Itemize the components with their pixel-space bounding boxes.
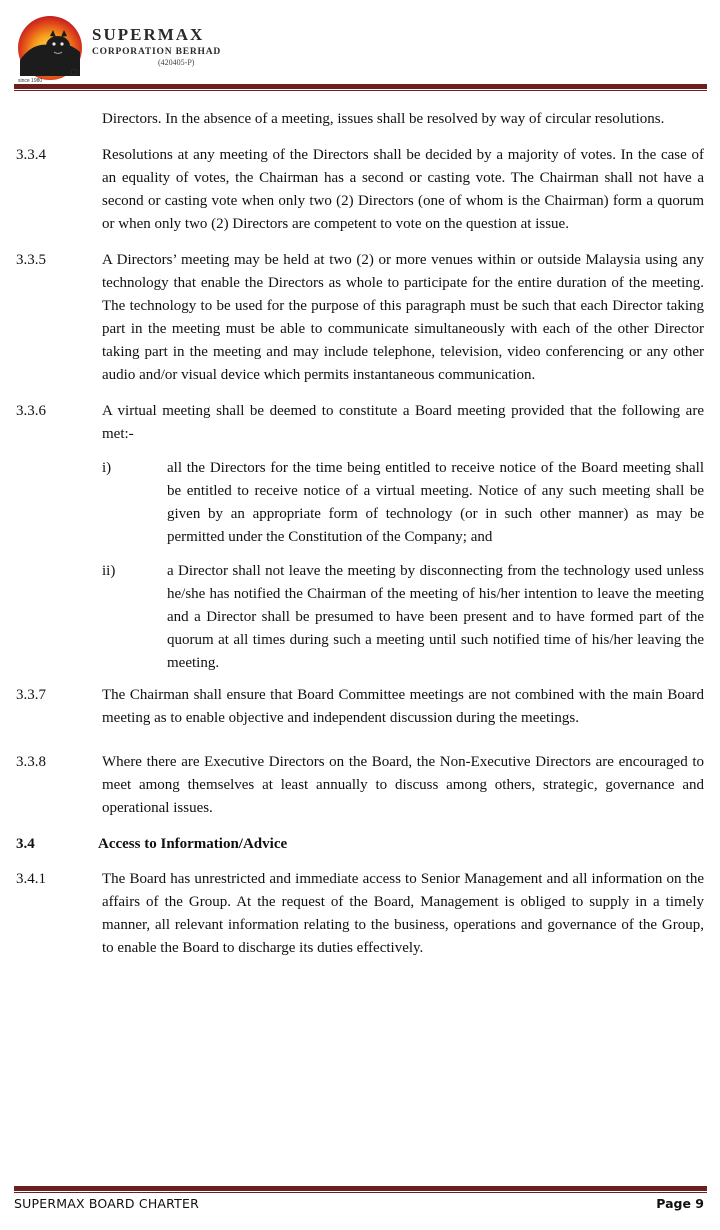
header-divider-thin <box>14 90 707 91</box>
supermax-panther-logo-icon <box>14 10 86 82</box>
paragraph-text: Where there are Executive Directors on the Board, the Non-Executive Directors are encouraged to meet among themselves at least annually to discuss among others, strategic, governance and operational issues. <box>102 754 704 816</box>
sub-item-ii <box>0 560 720 675</box>
sub-item-number: i) <box>102 460 112 476</box>
paragraph-number: 3.3.7 <box>16 687 46 703</box>
sub-item-number: ii) <box>102 563 116 579</box>
paragraph-number: 3.4.1 <box>16 871 46 887</box>
section-title: Access to Information/Advice <box>98 836 288 852</box>
paragraph-3-3-6 <box>0 400 720 446</box>
page-number: Page 9 <box>656 1196 704 1211</box>
paragraph-3-3-8 <box>0 751 720 820</box>
paragraph-3-3-7 <box>0 684 720 730</box>
paragraph-continued <box>0 108 720 131</box>
paragraph-text: A virtual meeting shall be deemed to constitute a Board meeting provided that the following are met:- <box>102 403 704 442</box>
paragraph-3-4-1 <box>0 868 720 960</box>
paragraph-3-3-4 <box>0 144 720 236</box>
paragraph-number: 3.3.6 <box>16 403 46 419</box>
sub-item-text: a Director shall not leave the meeting by disconnecting from the technology used unless he/she has notified the Chairman of the meeting of his/her intention to leave the meeting and a Director shall be presumed to have been present and to have formed part of the quorum at all times during such a meeting until such notified time of his/her leaving the meeting. <box>167 563 704 671</box>
paragraph-text: A Directors’ meeting may be held at two (2) or more venues within or outside Malaysia using any technology that enable the Directors as whole to participate for the entire duration of the meeting. The technology to be used for the purpose of this paragraph must be such that each Director taking part in the meeting must be able to communicate simultaneously with each of the other Director taking part in the meeting and may include telephone, television, video conferencing or any other audio and/or visual device which permits instantaneous communication. <box>102 252 704 383</box>
header-divider <box>14 84 707 89</box>
document-body <box>0 108 720 960</box>
paragraph-number: 3.3.8 <box>16 754 46 770</box>
brand-name: SUPERMAX <box>92 25 205 44</box>
sub-item-i <box>0 457 720 549</box>
footer-document-title: SUPERMAX BOARD CHARTER <box>14 1196 199 1211</box>
paragraph-text: Resolutions at any meeting of the Directors shall be decided by a majority of votes. In the case of an equality of votes, the Chairman has a second or casting vote. The Chairman shall not have a second or casting vote when only two (2) Directors (one of whom is the Chairman) form a quorum or when only two (2) Directors are competent to vote on the question at issue. <box>102 147 704 232</box>
since-label: since 1980 <box>18 78 43 84</box>
paragraph-number: 3.3.5 <box>16 252 46 268</box>
brand-registration: (420405-P) <box>158 58 195 67</box>
paragraph-text: The Board has unrestricted and immediate access to Senior Management and all information on the affairs of the Group. At the request of the Board, Management is obliged to supply in a timely manner, all relevant information relating to the business, operations and governance of the Group, to enable the Board to discharge its duties effectively. <box>102 871 704 956</box>
section-number: 3.4 <box>16 836 35 852</box>
paragraph-text: Directors. In the absence of a meeting, issues shall be resolved by way of circular resolutions. <box>102 111 665 127</box>
sub-item-text: all the Directors for the time being entitled to receive notice of the Board meeting shall be entitled to receive notice of a virtual meeting. Notice of any such meeting shall be given by an appropriate form of technology (or in such other manner) as may be permitted under the Constitution of the Company; and <box>167 460 704 545</box>
paragraph-3-3-5 <box>0 249 720 387</box>
brand-block <box>92 26 221 68</box>
paragraph-text: The Chairman shall ensure that Board Committee meetings are not combined with the main Board meeting as to enable objective and independent discussion during the meetings. <box>102 687 704 726</box>
section-heading <box>0 833 720 856</box>
brand-subtitle: CORPORATION BERHAD <box>92 47 222 57</box>
page-header <box>0 0 720 92</box>
footer-divider <box>14 1186 707 1191</box>
paragraph-number: 3.3.4 <box>16 147 46 163</box>
footer-divider-thin <box>14 1192 707 1193</box>
